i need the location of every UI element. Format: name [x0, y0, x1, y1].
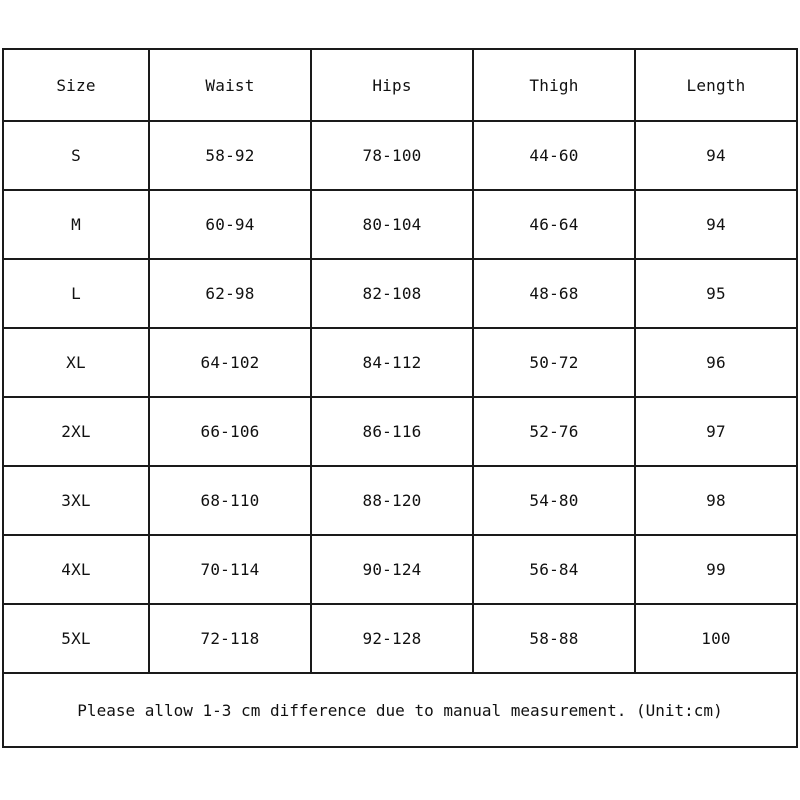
cell-length: 98 [636, 467, 796, 536]
header-size: Size [4, 50, 150, 122]
cell-hips: 88-120 [312, 467, 474, 536]
cell-thigh: 54-80 [474, 467, 636, 536]
cell-thigh: 56-84 [474, 536, 636, 605]
cell-size: 4XL [4, 536, 150, 605]
cell-thigh: 44-60 [474, 122, 636, 191]
header-length: Length [636, 50, 796, 122]
measurement-note: Please allow 1-3 cm difference due to manual measurement. (Unit:cm) [77, 700, 723, 720]
cell-size: M [4, 191, 150, 260]
cell-thigh: 52-76 [474, 398, 636, 467]
size-chart-table [2, 48, 798, 748]
cell-length: 100 [636, 605, 796, 674]
header-hips: Hips [312, 50, 474, 122]
cell-hips: 90-124 [312, 536, 474, 605]
cell-hips: 86-116 [312, 398, 474, 467]
cell-size: L [4, 260, 150, 329]
header-thigh: Thigh [474, 50, 636, 122]
cell-waist: 58-92 [150, 122, 312, 191]
cell-thigh: 46-64 [474, 191, 636, 260]
cell-length: 99 [636, 536, 796, 605]
cell-thigh: 50-72 [474, 329, 636, 398]
cell-length: 97 [636, 398, 796, 467]
cell-hips: 84-112 [312, 329, 474, 398]
cell-waist: 62-98 [150, 260, 312, 329]
cell-size: XL [4, 329, 150, 398]
cell-size: S [4, 122, 150, 191]
cell-thigh: 48-68 [474, 260, 636, 329]
cell-waist: 64-102 [150, 329, 312, 398]
cell-hips: 82-108 [312, 260, 474, 329]
cell-length: 95 [636, 260, 796, 329]
cell-hips: 80-104 [312, 191, 474, 260]
cell-thigh: 58-88 [474, 605, 636, 674]
cell-hips: 78-100 [312, 122, 474, 191]
cell-waist: 66-106 [150, 398, 312, 467]
cell-length: 94 [636, 191, 796, 260]
header-waist: Waist [150, 50, 312, 122]
cell-waist: 68-110 [150, 467, 312, 536]
cell-length: 94 [636, 122, 796, 191]
cell-waist: 72-118 [150, 605, 312, 674]
cell-waist: 60-94 [150, 191, 312, 260]
cell-size: 2XL [4, 398, 150, 467]
cell-size: 3XL [4, 467, 150, 536]
cell-waist: 70-114 [150, 536, 312, 605]
cell-hips: 92-128 [312, 605, 474, 674]
cell-size: 5XL [4, 605, 150, 674]
cell-length: 96 [636, 329, 796, 398]
